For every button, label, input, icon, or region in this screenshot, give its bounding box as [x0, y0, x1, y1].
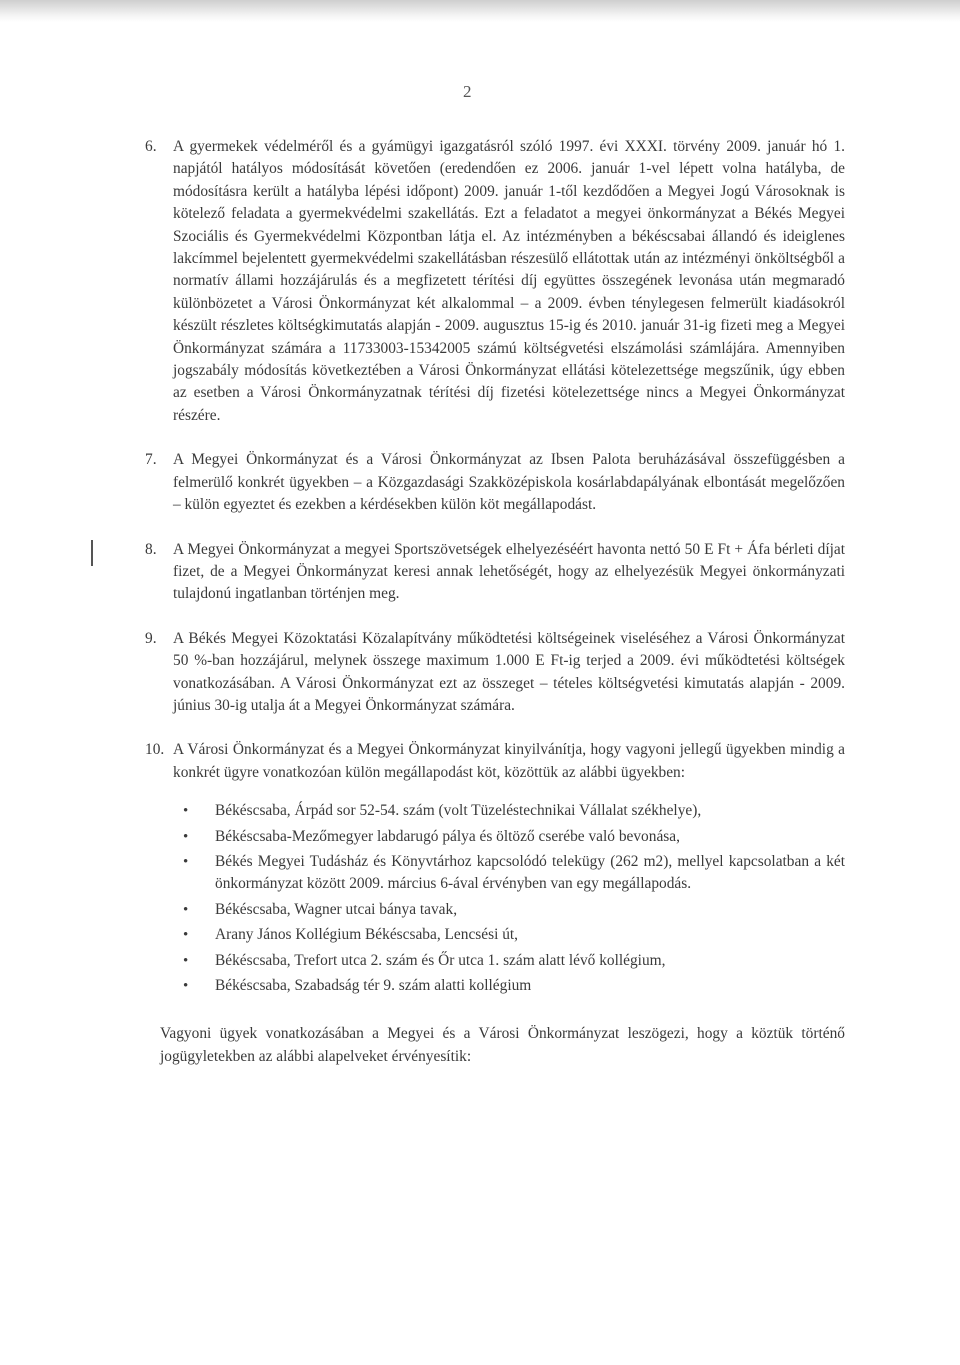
item-number: 9.: [145, 629, 157, 647]
item-text: A Békés Megyei Közoktatási Közalapítvány működtetési költségeinek viseléséhez a Városi Önkormányzat 50 %-ban hozzájárul, melynek összege maximum 1.000 E Ft-ig terjed a 2009. évi működtetési költségek vonatkozásában. A Városi Önkormányzat ezt az összeget – tételes költségvetési kimutatás alapján - 2009. június 30-ig utalja át a Megyei Önkormányzat számára.: [173, 629, 845, 714]
item-number: 6.: [145, 138, 157, 155]
numbered-item-10: [145, 739, 845, 784]
property-list: [215, 800, 845, 997]
list-item: • Békéscsaba, Trefort utca 2. szám és Őr utca 1. szám alatt lévő kollégium,: [183, 950, 845, 972]
list-item: • Békéscsaba, Árpád sor 52-54. szám (volt Tüzeléstechnikai Vállalat székhelye),: [183, 800, 845, 822]
numbered-item-6: [145, 136, 845, 427]
list-item: • Békéscsaba, Wagner utcai bánya tavak,: [183, 899, 845, 921]
scan-top-shadow: [0, 0, 960, 22]
document-body: [145, 136, 845, 1068]
list-item: • Békéscsaba, Szabadság tér 9. szám alatti kollégium: [183, 975, 845, 997]
margin-mark: [91, 540, 93, 566]
numbered-item-8: [145, 539, 845, 606]
item-number: 10.: [145, 741, 165, 759]
item-number: 8.: [145, 540, 157, 558]
item-number: 7.: [145, 451, 157, 469]
closing-paragraph: Vagyoni ügyek vonatkozásában a Megyei és a Városi Önkormányzat leszögezi, hogy a köztük történő jogügyletekben az alábbi alapelveket érvényesítik:: [160, 1025, 845, 1065]
item-text: A Városi Önkormányzat és a Megyei Önkormányzat kinyilvánítja, hogy vagyoni jellegű ügyekben mindig a konkrét ügyre vonatkozóan külön megállapodást köt, közöttük az alábbi ügyekben:: [173, 741, 845, 781]
list-item: • Békéscsaba-Mezőmegyer labdarugó pálya és öltöző cserébe való bevonása,: [183, 826, 845, 848]
list-item: • Békés Megyei Tudásház és Könyvtárhoz kapcsolódó telekügy (262 m2), mellyel kapcsolatban a két önkormányzat között 2009. március 6-ával érvényben van egy megállapodás.: [183, 851, 845, 896]
numbered-item-9: [145, 628, 845, 718]
item-text: A gyermekek védelméről és a gyámügyi igazgatásról szóló 1997. évi XXXI. törvény 2009. január hó 1. napjától hatályos módosítását követően (eredendően ez 2006. január 1-vel lépett volna hatályba, de módosításra került a hatályba lépési időpont) 2009. január 1-től kezdődően a Megyei Jogú Városoknak is kötelező feladata a gyermekvédelmi szakellátás. Ezt a feladatot a megyei önkormányzat a Békés Megyei Szociális és Gyermekvédelmi Központban látja el. Az intézményben a békéscsabai állandó és ideiglenes lakcímmel bejelentett gyermekvédelmi szakellátásban részesülő ellátottak után az intézményi önköltségből a normatív állami hozzájárulás és a megfizetett térítési díj együttes összegének levonása után megmaradó különbözetet a Városi Önkormányzat két alkalommal – a 2009. évben ténylegesen felmerült kiadásokról készült részletes költségkimutatás alapján - 2009. augusztus 15-ig és 2010. január 31-ig fizeti meg a Megyei Önkormányzat számára a 11733003-15342005 számú költségvetési elszámolási számlájára. Amennyiben jogszabály módosítás következtében a Városi Önkormányzat ellátási kötelezettsége megszűnik, úgy ebben az esetben a Városi Önkormányzatnak térítési díj fizetési kötelezettsége nincs a Megyei Önkormányzat részére.: [173, 138, 845, 424]
numbered-item-7: [145, 449, 845, 516]
item-text: A Megyei Önkormányzat a megyei Sportszövetségek elhelyezéséért havonta nettó 50 E Ft + Áfa bérleti díjat fizet, de a Megyei Önkormányzat keresi annak lehetőségét, hogy az elhelyezésük Megyei önkormányzati tulajdonú ingatlanban történjen meg.: [173, 540, 845, 603]
item-text: A Megyei Önkormányzat és a Városi Önkormányzat az Ibsen Palota beruházásával összefüggésben a felmerülő konkrét ügyekben – a Közgazdasági Szakközépiskola kosárlabdapályának elbontását megelőzően – külön egyeztet és ezekben a kérdésekben külön köt megállapodást.: [173, 451, 845, 514]
page-number: 2: [463, 82, 472, 101]
list-item: • Arany János Kollégium Békéscsaba, Lencsési út,: [183, 924, 845, 946]
